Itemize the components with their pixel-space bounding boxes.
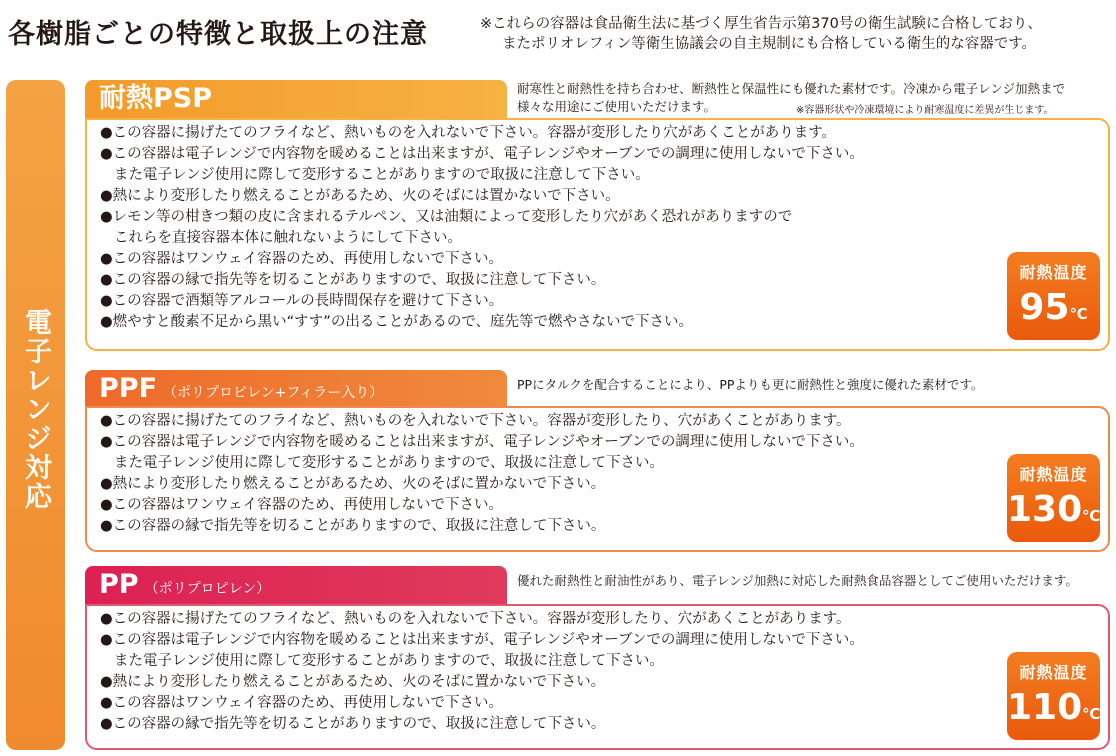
caution-item-continuation: また電子レンジ使用に際して変形することがありますので、取扱に注意して下さい。 <box>114 653 664 669</box>
description-line: 優れた耐熱性と耐油性があり、電子レンジ加熱に対応した耐熱食品容器としてご使用いただけます。 <box>517 573 1078 588</box>
temperature-value: 130 <box>1007 489 1083 530</box>
caution-item: ●この容器の縁で指先等を切ることがありますので、取扱に注意して下さい。 <box>100 272 606 288</box>
caution-item: ●この容器は電子レンジで内容物を暖めることは出来ますが、電子レンジやオーブンでの調理に使用しないで下さい。 <box>100 146 864 162</box>
section-tab <box>85 566 507 604</box>
caution-box <box>85 604 1110 750</box>
caution-item: ●この容器に揚げたてのフライなど、熱いものを入れないで下さい。容器が変形したり、穴があくことがあります。 <box>100 611 851 627</box>
caution-item: ●この容器は電子レンジで内容物を暖めることは出来ますが、電子レンジやオーブンでの調理に使用しないで下さい。 <box>100 434 864 450</box>
caution-list <box>87 120 1108 333</box>
section-psp <box>85 80 1110 352</box>
caution-item: ●熱により変形したり燃えることがあるため、火のそばに置かないで下さい。 <box>100 476 606 492</box>
temperature-unit: ℃ <box>1082 705 1101 723</box>
temperature-value: 95 <box>1019 287 1070 328</box>
caution-item: ●この容器の縁で指先等を切ることがありますので、取扱に注意して下さい。 <box>100 716 606 732</box>
resin-subtitle: （ポリプロピレン+フィラー入り） <box>163 385 384 401</box>
description-line: 耐寒性と耐熱性を持ち合わせ、断熱性と保温性にも優れた素材です。冷凍から電子レンジ加熱まで <box>517 81 1066 96</box>
section-ppf <box>85 370 1110 552</box>
header-note <box>480 14 1042 54</box>
badge-temperature <box>1007 489 1100 530</box>
caution-item-continuation: これらを直接容器本体に触れないようにして下さい。 <box>114 230 462 246</box>
resin-name: 耐熱PSP <box>99 83 213 114</box>
heat-resistance-badge <box>1007 252 1100 340</box>
caution-item-continuation: また電子レンジ使用に際して変形することがありますので取扱に注意して下さい。 <box>114 167 650 183</box>
badge-label: 耐熱温度 <box>1019 465 1088 484</box>
badge-temperature <box>1007 687 1100 728</box>
caution-item: ●この容器は電子レンジで内容物を暖めることは出来ますが、電子レンジやオーブンでの調理に使用しないで下さい。 <box>100 632 864 648</box>
heat-resistance-badge <box>1007 652 1100 740</box>
caution-item: ●レモン等の柑きつ類の皮に含まれるテルペン、又は油類によって変形したり穴があく恐れがありますので <box>100 209 793 225</box>
caution-item: ●この容器の縁で指先等を切ることがありますので、取扱に注意して下さい。 <box>100 518 606 534</box>
section-tab <box>85 80 507 118</box>
caution-item: ●この容器はワンウェイ容器のため、再使用しないで下さい。 <box>100 251 503 267</box>
resin-name: PP <box>99 569 139 600</box>
caution-box <box>85 406 1110 552</box>
caution-item-continuation: また電子レンジ使用に際して変形することがありますので、取扱に注意して下さい。 <box>114 455 664 471</box>
caution-list <box>87 606 1108 735</box>
page-title: 各樹脂ごとの特徴と取扱上の注意 <box>8 19 428 50</box>
section-pp <box>85 566 1110 751</box>
heat-resistance-badge <box>1007 454 1100 542</box>
description-note: ※容器形状や冷凍環境により耐寒温度に差異が生じます。 <box>796 105 1054 116</box>
description-line: 様々な用途にご使用いただけます。 <box>517 99 717 114</box>
resin-description <box>517 376 983 394</box>
header-note-line: またポリオレフィン等衛生協議会の自主規制にも合格している衛生的な容器です。 <box>502 36 1037 52</box>
badge-label: 耐熱温度 <box>1019 263 1088 282</box>
caution-item: ●熱により変形したり燃えることがあるため、火のそばには置かないで下さい。 <box>100 188 620 204</box>
side-label-microwave <box>6 80 65 750</box>
section-tab <box>85 370 507 408</box>
caution-item: ●この容器に揚げたてのフライなど、熱いものを入れないで下さい。容器が変形したり穴があくことがあります。 <box>100 125 837 141</box>
caution-box <box>85 118 1110 351</box>
description-line: PPにタルクを配合することにより、PPよりも更に耐熱性と強度に優れた素材です。 <box>517 377 984 392</box>
caution-item: ●この容器で酒類等アルコールの長時間保存を避けて下さい。 <box>100 293 504 309</box>
header-note-line: ※これらの容器は食品衛生法に基づく厚生省告示第370号の衛生試験に合格しており、 <box>480 16 1042 32</box>
resin-name: PPF <box>99 373 158 404</box>
caution-item: ●燃やすと酸素不足から黒い“すす”の出ることがあるので、庭先等で燃やさないで下さい。 <box>100 314 694 330</box>
resin-description <box>517 572 1078 590</box>
resin-subtitle: （ポリプロピレン） <box>144 581 271 597</box>
side-label-text: 電子レンジ対応 <box>20 308 51 511</box>
badge-label: 耐熱温度 <box>1019 663 1088 682</box>
caution-list <box>87 408 1108 537</box>
caution-item: ●この容器に揚げたてのフライなど、熱いものを入れないで下さい。容器が変形したり、穴があくことがあります。 <box>100 413 851 429</box>
temperature-unit: ℃ <box>1069 305 1088 323</box>
badge-temperature <box>1007 287 1100 328</box>
temperature-unit: ℃ <box>1082 507 1101 525</box>
caution-item: ●この容器はワンウェイ容器のため、再使用しないで下さい。 <box>100 695 503 711</box>
temperature-value: 110 <box>1007 687 1083 728</box>
caution-item: ●この容器はワンウェイ容器のため、再使用しないで下さい。 <box>100 497 503 513</box>
caution-item: ●熱により変形したり燃えることがあるため、火のそばに置かないで下さい。 <box>100 674 606 690</box>
